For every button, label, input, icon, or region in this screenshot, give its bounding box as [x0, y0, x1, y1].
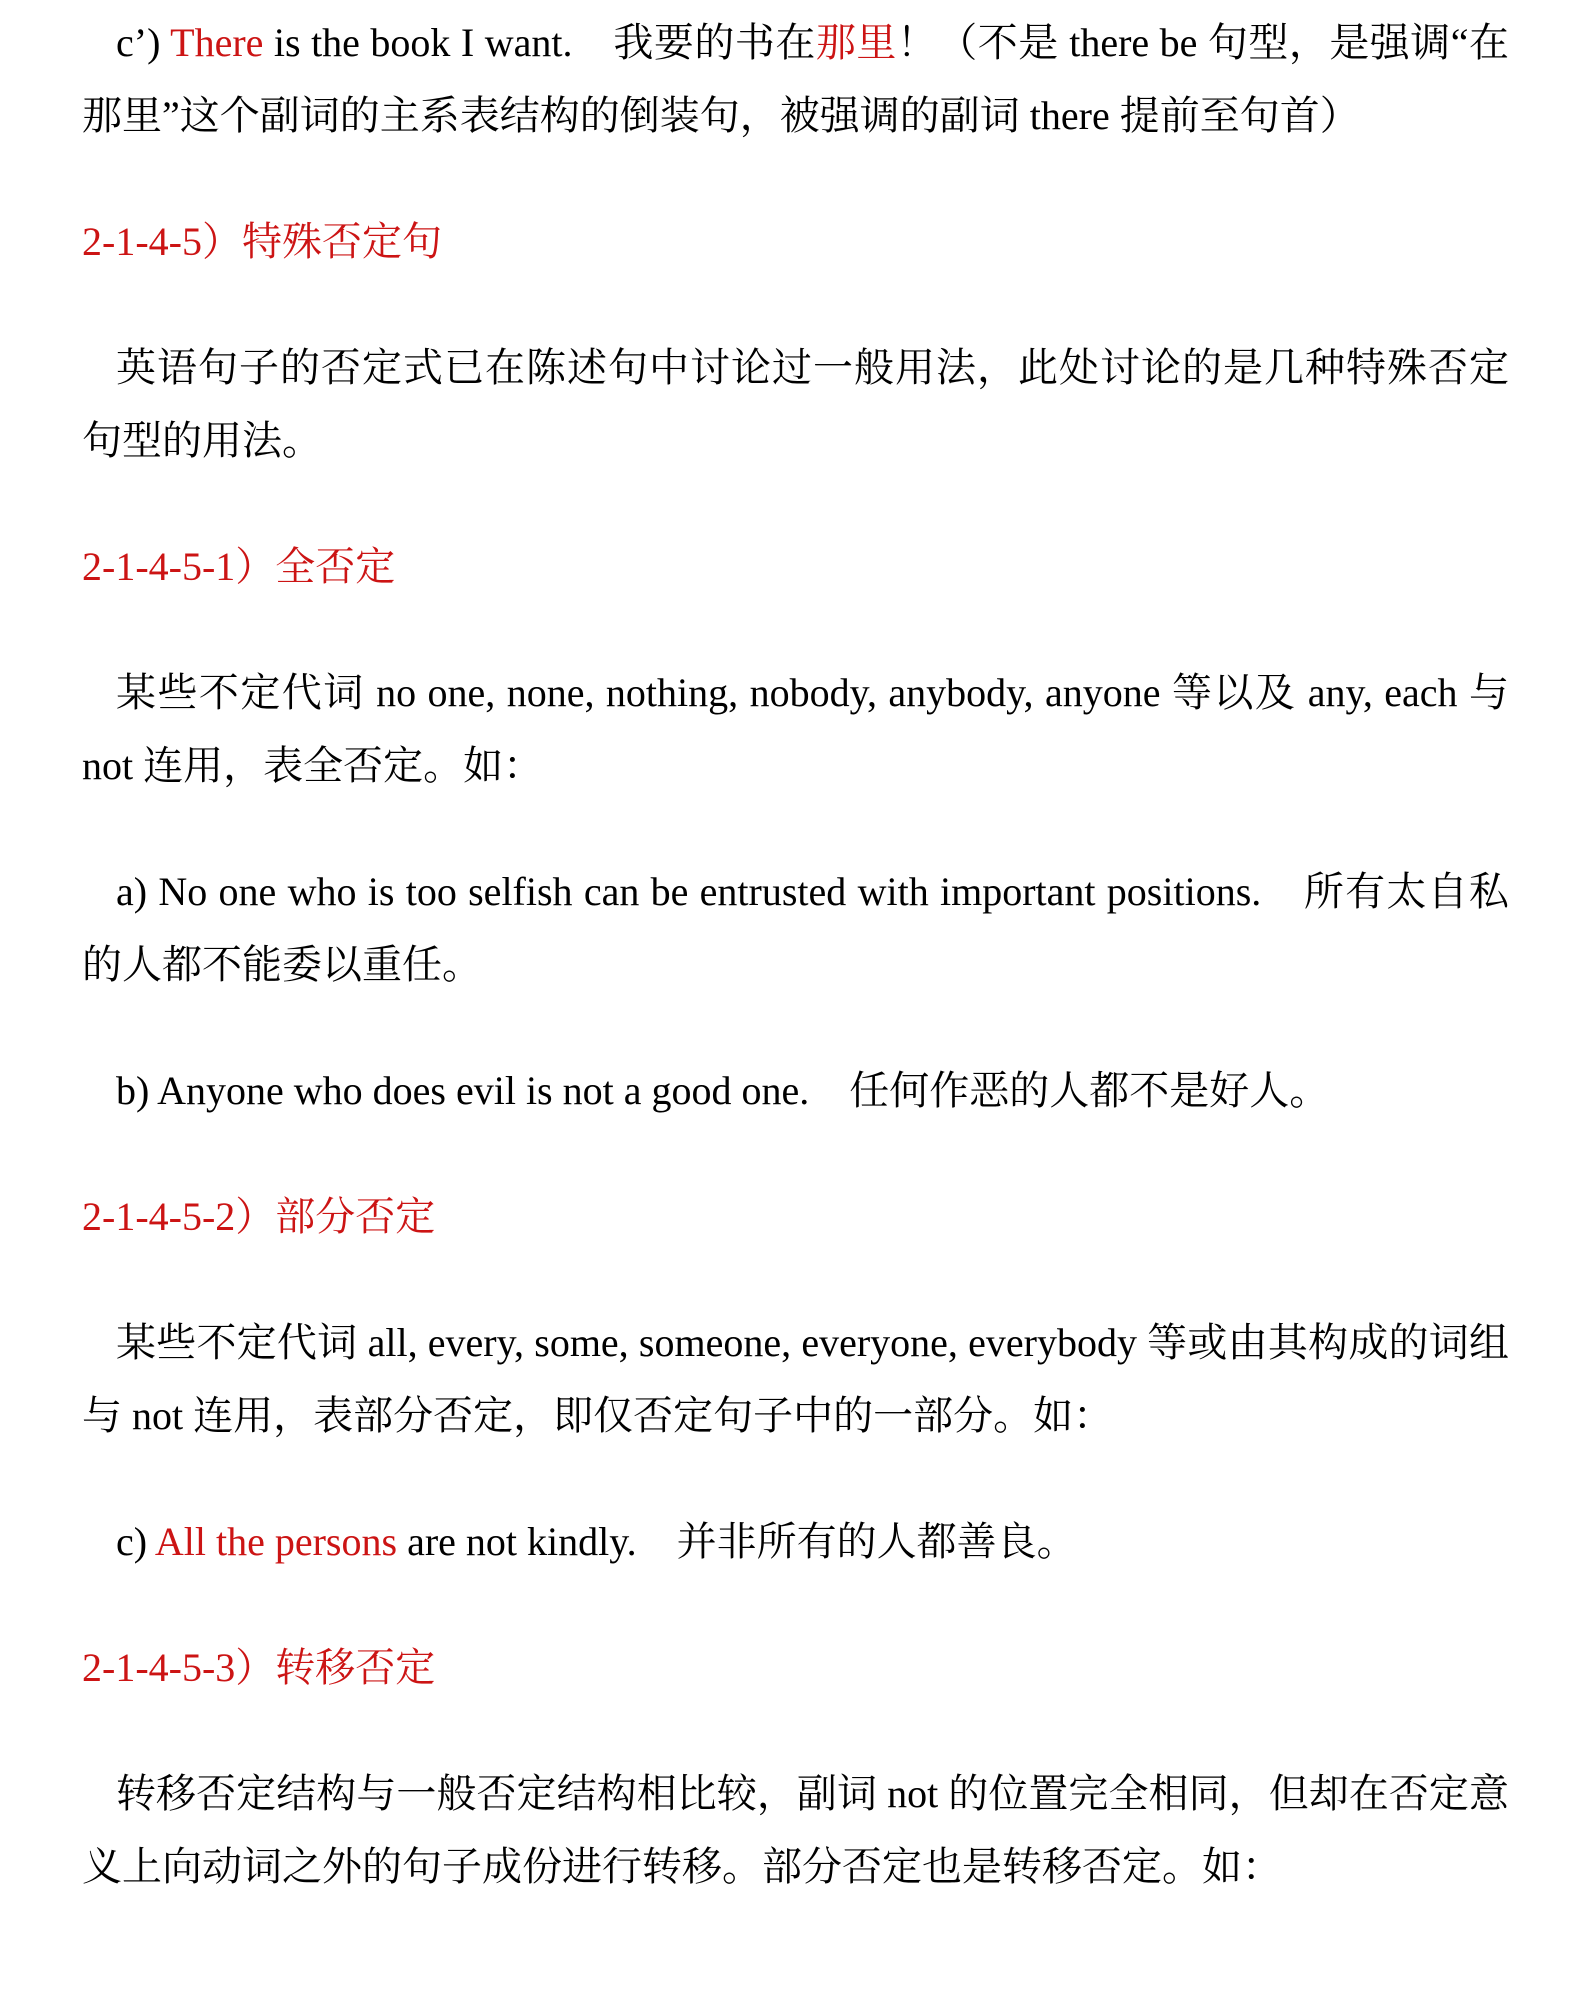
text-run: ！（不是 there be 句型，是强调“在那里”这个副词的主系表结构的倒装句，被强调的副词 there 提前至句首） [82, 20, 1510, 138]
red-emphasis-all-the-persons: All the persons [154, 1519, 398, 1564]
text-run: 某些不定代词 no one, none, nothing, nobody, anybody, anyone 等以及 any, each 与 not 连用，表全否定。如： [82, 670, 1509, 788]
text-run: is the book I want. 我要的书在 [263, 20, 816, 65]
text-run: b) Anyone who does evil is not a good one. 任何作恶的人都不是好人。 [116, 1068, 1330, 1113]
text-run: 转移否定结构与一般否定结构相比较，副词 not 的位置完全相同，但却在否定意义上向动词之外的句子成份进行转移。部分否定也是转移否定。如： [82, 1771, 1509, 1889]
para-transferred-negation-intro [82, 1757, 1509, 1903]
para-special-negation-intro [82, 331, 1509, 477]
heading-2-1-4-5-special-negation: 2-1-4-5）特殊否定句 [82, 219, 442, 264]
heading-2-1-4-5-2-partial-negation: 2-1-4-5-2）部分否定 [82, 1194, 436, 1239]
text-run: are not kindly. 并非所有的人都善良。 [397, 1519, 1077, 1564]
red-emphasis-there: There [170, 20, 264, 65]
text-run: 英语句子的否定式已在陈述句中讨论过一般用法，此处讨论的是几种特殊否定句型的用法。 [82, 345, 1509, 463]
text-run: 某些不定代词 all, every, some, someone, everyone, everybody 等或由其构成的词组与 not 连用，表部分否定，即仅否定句子中的一部分。如： [82, 1320, 1509, 1438]
para-partial-negation-intro [82, 1306, 1509, 1452]
example-sentence-c [82, 1505, 1509, 1578]
heading-2-1-4-5-1-full-negation: 2-1-4-5-1）全否定 [82, 544, 396, 589]
text-run: c) [116, 1519, 155, 1564]
example-sentence-a [82, 855, 1509, 1001]
red-emphasis-nali: 那里 [815, 20, 897, 65]
text-run: c’) [116, 20, 171, 65]
para-full-negation-intro [82, 656, 1509, 802]
heading-2-1-4-5-3-transferred-negation: 2-1-4-5-3）转移否定 [82, 1645, 436, 1690]
example-sentence-b [82, 1054, 1509, 1127]
text-run: a) No one who is too selfish can be entrusted with important positions. 所有太自私的人都不能委以重任。 [82, 869, 1509, 987]
example-sentence-c-prime [82, 6, 1509, 152]
